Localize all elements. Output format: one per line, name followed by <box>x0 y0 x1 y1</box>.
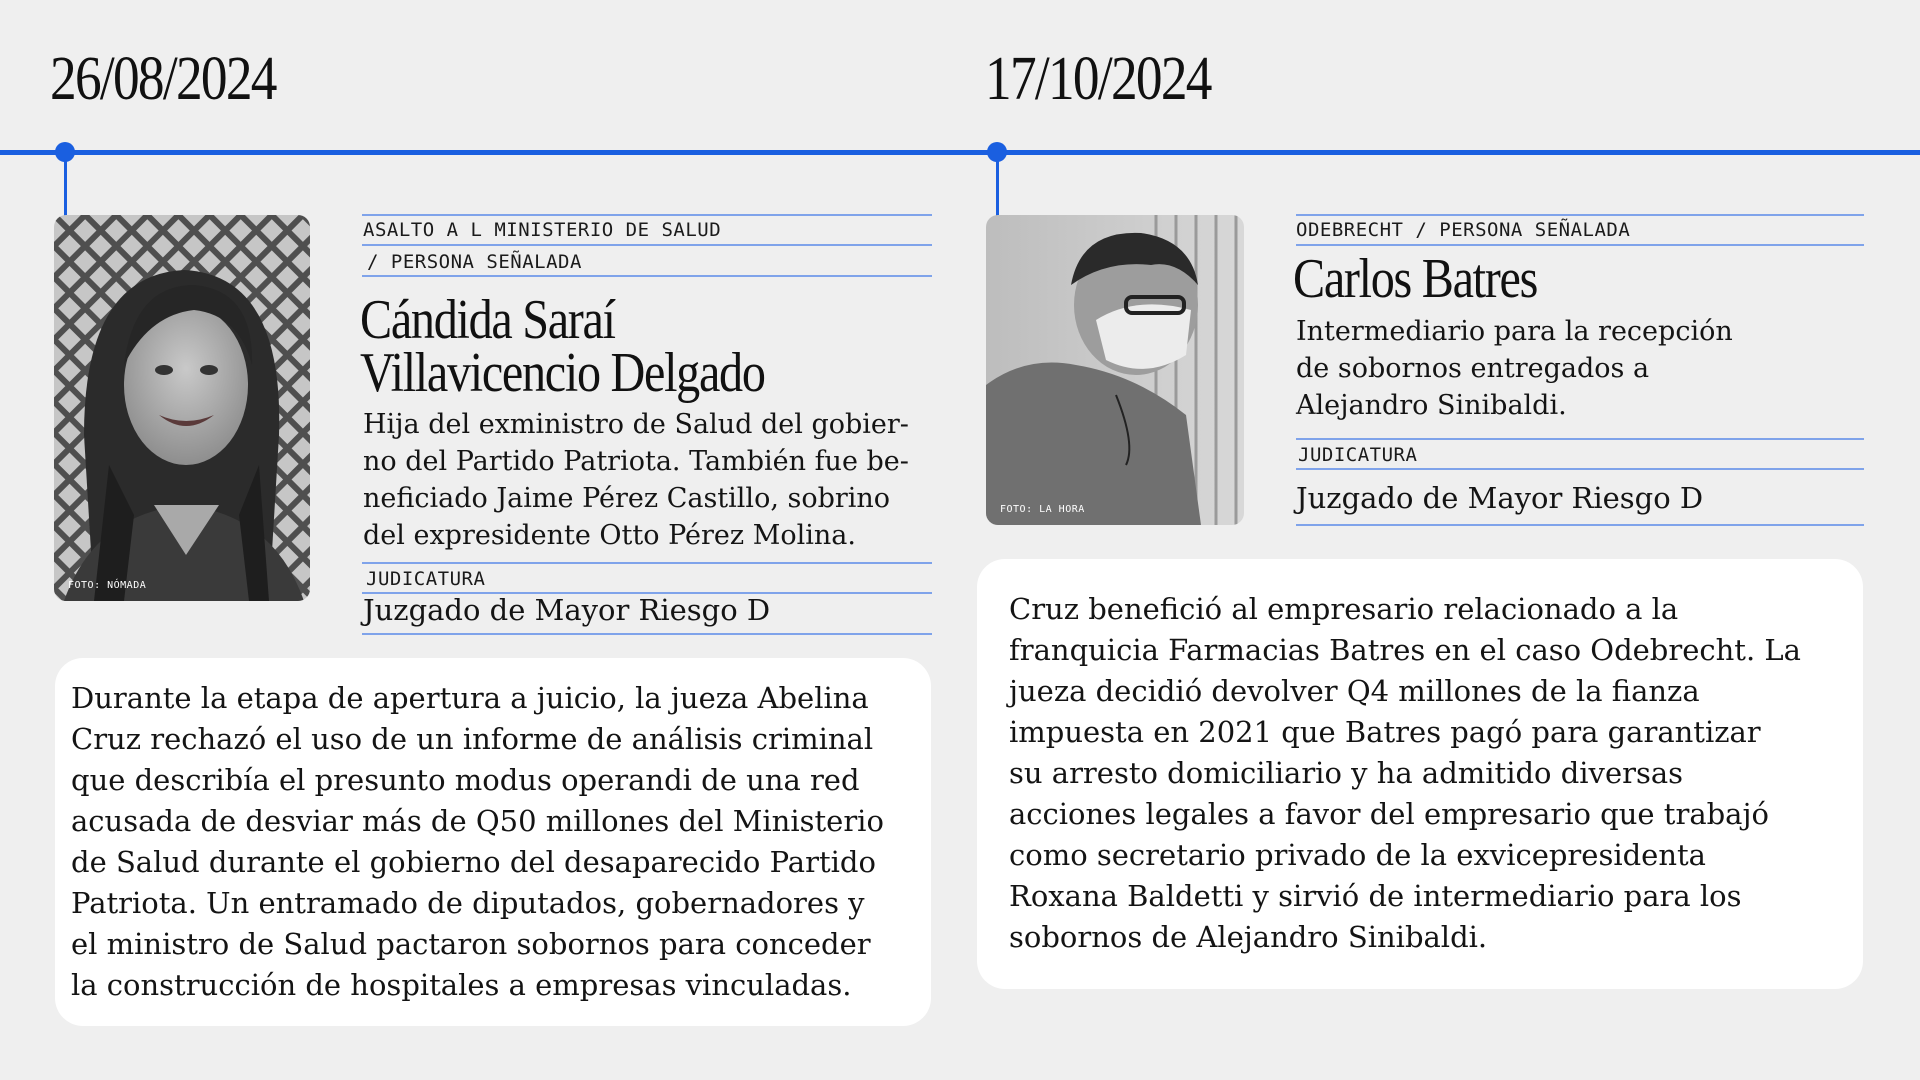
divider <box>362 214 932 216</box>
court-name-2: Juzgado de Mayor Riesgo D <box>1296 481 1704 515</box>
description-line: del expresidente Otto Pérez Molina. <box>363 520 856 551</box>
summary-line: la construcción de hospitales a empresas vinculadas. <box>71 968 852 1002</box>
summary-line: de Salud durante el gobierno del desaparecido Partido <box>71 845 876 879</box>
date-label-2: 17/10/2024 <box>985 45 1211 113</box>
divider <box>1296 468 1864 470</box>
photo-credit-2: FOTO: LA HORA <box>1000 504 1085 515</box>
person-photo-1 <box>54 215 310 601</box>
description-line: de sobornos entregados a <box>1296 353 1650 384</box>
summary-line: Roxana Baldetti y sirvió de intermediario para los <box>1009 879 1742 913</box>
summary-line: que describía el presunto modus operandi de una red <box>71 763 860 797</box>
summary-card-2 <box>977 559 1863 989</box>
divider <box>362 275 932 277</box>
summary-line: sobornos de Alejandro Sinibaldi. <box>1009 920 1488 954</box>
court-name-1: Juzgado de Mayor Riesgo D <box>363 593 771 627</box>
summary-line: impuesta en 2021 que Batres pagó para garantizar <box>1009 715 1761 749</box>
divider <box>362 562 932 564</box>
summary-line: su arresto domiciliario y ha admitido diversas <box>1009 756 1684 790</box>
description-line: Alejandro Sinibaldi. <box>1296 390 1567 421</box>
case-label-1: ASALTO A L MINISTERIO DE SALUD <box>363 219 722 241</box>
person-description-2 <box>1296 313 1856 424</box>
timeline-connector-1 <box>64 155 67 217</box>
description-line: neficiado Jaime Pérez Castillo, sobrino <box>363 483 891 514</box>
summary-line: Patriota. Un entramado de diputados, gobernadores y <box>71 886 865 920</box>
summary-line: acusada de desviar más de Q50 millones del Ministerio <box>71 804 884 838</box>
role-label-1: / PERSONA SEÑALADA <box>367 251 582 273</box>
judicatura-label-2: JUDICATURA <box>1298 444 1418 466</box>
person-description-1 <box>363 406 943 554</box>
person-photo-2 <box>986 215 1244 525</box>
description-line: Intermediario para la recepción <box>1296 316 1733 347</box>
summary-line: como secretario privado de la exvicepresidenta <box>1009 838 1706 872</box>
summary-line: Cruz benefició al empresario relacionado a la <box>1009 592 1679 626</box>
divider <box>362 633 932 635</box>
description-line: Hija del exministro de Salud del gobier- <box>363 409 909 440</box>
summary-line: el ministro de Salud pactaron sobornos para conceder <box>71 927 871 961</box>
divider <box>1296 244 1864 246</box>
photo-credit-1: FOTO: NÓMADA <box>68 580 147 591</box>
summary-line: Cruz rechazó el uso de un informe de análisis criminal <box>71 722 874 756</box>
summary-card-1 <box>55 658 931 1026</box>
case-label-2: ODEBRECHT / PERSONA SEÑALADA <box>1296 219 1631 241</box>
person-name-1a: Cándida Saraí <box>360 289 615 351</box>
divider <box>362 244 932 246</box>
date-label-1: 26/08/2024 <box>50 45 276 113</box>
portrait-woman-image <box>54 215 310 601</box>
divider <box>1296 214 1864 216</box>
description-line: no del Partido Patriota. También fue be- <box>363 446 909 477</box>
summary-line: franquicia Farmacias Batres en el caso Odebrecht. La <box>1009 633 1801 667</box>
person-name-1b: Villavicencio Delgado <box>360 342 765 404</box>
timeline-line <box>0 150 1920 155</box>
summary-line: jueza decidió devolver Q4 millones de la fianza <box>1009 674 1700 708</box>
divider <box>1296 438 1864 440</box>
timeline-connector-2 <box>996 155 999 217</box>
portrait-man-image <box>986 215 1244 525</box>
summary-line: Durante la etapa de apertura a juicio, la jueza Abelina <box>71 681 869 715</box>
person-name-2: Carlos Batres <box>1293 248 1538 310</box>
divider <box>1296 524 1864 526</box>
summary-line: acciones legales a favor del empresario que trabajó <box>1009 797 1769 831</box>
judicatura-label-1: JUDICATURA <box>366 568 486 590</box>
